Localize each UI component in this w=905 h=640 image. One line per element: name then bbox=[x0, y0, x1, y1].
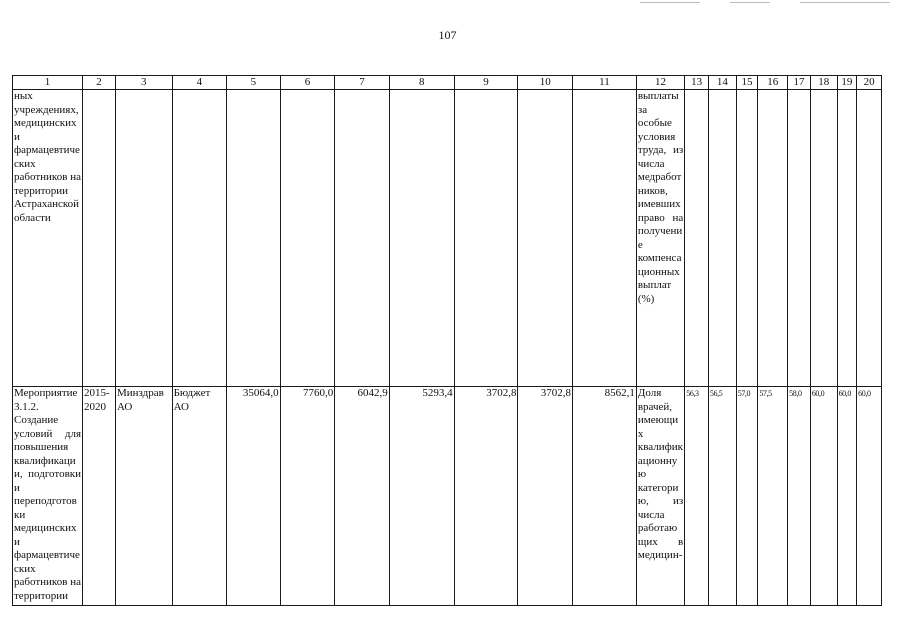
cell-activity-3-1-2: Мероприятие 3.1.2. Создание условий для повышения квалификации, подготовки и переподготовки медицинских и фармацевтических работников на территории bbox=[13, 387, 83, 606]
table-cell bbox=[335, 90, 390, 387]
table-cell bbox=[788, 90, 811, 387]
top-edge-line bbox=[730, 2, 770, 3]
cell-indicator: Доля врачей, имеющих квалификационную категорию, из числа работающих в медицин- bbox=[636, 387, 684, 606]
col-header: 19 bbox=[837, 76, 857, 90]
cell-indicator-value: 60,0 bbox=[857, 387, 882, 606]
cell-indicator-value: 56,3 bbox=[685, 387, 709, 606]
table-cell bbox=[454, 90, 518, 387]
table-cell bbox=[685, 90, 709, 387]
table-cell bbox=[758, 90, 788, 387]
cell-indicator-value: 60,0 bbox=[810, 387, 837, 606]
col-header: 16 bbox=[758, 76, 788, 90]
col-header: 2 bbox=[83, 76, 116, 90]
cell-period: 2015-2020 bbox=[83, 387, 116, 606]
col-header: 8 bbox=[389, 76, 454, 90]
cell-amount: 8562,1 bbox=[573, 387, 637, 606]
cell-indicator-value: 57,5 bbox=[758, 387, 788, 606]
cell-activity-continued: ных учреждениях, медицинских и фармацевтических работников на территории Астраханской области bbox=[13, 90, 83, 387]
col-header: 11 bbox=[573, 76, 637, 90]
col-header: 20 bbox=[857, 76, 882, 90]
cell-amount: 3702,8 bbox=[518, 387, 573, 606]
col-header: 3 bbox=[115, 76, 172, 90]
table-cell bbox=[708, 90, 736, 387]
col-header: 5 bbox=[227, 76, 281, 90]
cell-executor: Минздрав АО bbox=[115, 387, 172, 606]
page-number: 107 bbox=[438, 28, 457, 42]
cell-amount: 3702,8 bbox=[454, 387, 518, 606]
col-header: 13 bbox=[685, 76, 709, 90]
table-cell bbox=[389, 90, 454, 387]
table-cell bbox=[736, 90, 758, 387]
col-header: 18 bbox=[810, 76, 837, 90]
col-header: 17 bbox=[788, 76, 811, 90]
col-header: 6 bbox=[280, 76, 335, 90]
cell-indicator-value: 56,5 bbox=[708, 387, 736, 606]
col-header: 9 bbox=[454, 76, 518, 90]
cell-indicator-value: 58,0 bbox=[788, 387, 811, 606]
table-cell bbox=[518, 90, 573, 387]
cell-indicator-value: 57,0 bbox=[736, 387, 758, 606]
col-header: 15 bbox=[736, 76, 758, 90]
table-cell bbox=[573, 90, 637, 387]
cell-amount-total: 35064,0 bbox=[227, 387, 281, 606]
header-row bbox=[13, 76, 882, 90]
cell-indicator-continued: выплаты за особые условия труда, из числа медработников, имевших право на получение компенсационных выплат (%) bbox=[636, 90, 684, 387]
table-cell bbox=[115, 90, 172, 387]
col-header: 4 bbox=[172, 76, 227, 90]
table-cell bbox=[172, 90, 227, 387]
table-row bbox=[13, 90, 882, 387]
top-edge-line bbox=[800, 2, 890, 3]
col-header: 1 bbox=[13, 76, 83, 90]
cell-amount: 6042,9 bbox=[335, 387, 390, 606]
table-cell bbox=[837, 90, 857, 387]
table-cell bbox=[83, 90, 116, 387]
table-row bbox=[13, 387, 882, 606]
col-header: 7 bbox=[335, 76, 390, 90]
col-header: 10 bbox=[518, 76, 573, 90]
cell-funding-source: Бюджет АО bbox=[172, 387, 227, 606]
table-cell bbox=[227, 90, 281, 387]
cell-amount: 5293,4 bbox=[389, 387, 454, 606]
table-cell bbox=[280, 90, 335, 387]
cell-amount: 7760,0 bbox=[280, 387, 335, 606]
top-edge-line bbox=[640, 2, 700, 3]
col-header: 14 bbox=[708, 76, 736, 90]
program-table bbox=[12, 75, 882, 606]
cell-indicator-value: 60,0 bbox=[837, 387, 857, 606]
table-cell bbox=[857, 90, 882, 387]
col-header: 12 bbox=[636, 76, 684, 90]
table-cell bbox=[810, 90, 837, 387]
